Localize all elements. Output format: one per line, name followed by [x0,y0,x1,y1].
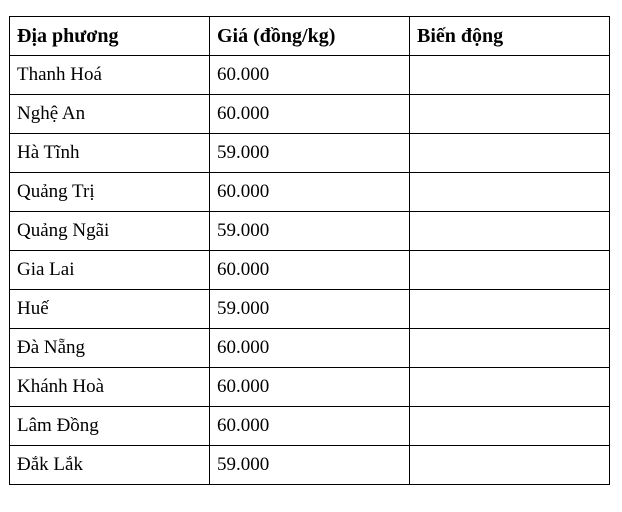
price-cell: 59.000 [210,134,410,173]
region-cell: Hà Tĩnh [10,134,210,173]
price-cell: 60.000 [210,95,410,134]
table-row [10,56,610,95]
price-cell: 60.000 [210,407,410,446]
column-header-region: Địa phương [10,17,210,56]
change-cell [410,56,610,95]
region-cell: Nghệ An [10,95,210,134]
change-cell [410,173,610,212]
region-cell: Đắk Lắk [10,446,210,485]
price-cell: 60.000 [210,251,410,290]
table-row [10,290,610,329]
column-header-price: Giá (đồng/kg) [210,17,410,56]
region-cell: Quảng Trị [10,173,210,212]
table-row [10,329,610,368]
table-row [10,251,610,290]
region-cell: Thanh Hoá [10,56,210,95]
price-cell: 59.000 [210,212,410,251]
price-cell: 60.000 [210,329,410,368]
change-cell [410,212,610,251]
table-row [10,212,610,251]
price-cell: 60.000 [210,173,410,212]
change-cell [410,134,610,173]
table-header-row [10,17,610,56]
column-header-change: Biến động [410,17,610,56]
region-cell: Huế [10,290,210,329]
region-cell: Gia Lai [10,251,210,290]
change-cell [410,95,610,134]
change-cell [410,329,610,368]
region-cell: Đà Nẵng [10,329,210,368]
price-cell: 59.000 [210,446,410,485]
change-cell [410,446,610,485]
region-cell: Quảng Ngãi [10,212,210,251]
price-table [9,16,610,485]
change-cell [410,407,610,446]
table-row [10,173,610,212]
price-cell: 60.000 [210,56,410,95]
change-cell [410,368,610,407]
price-cell: 59.000 [210,290,410,329]
table-row [10,446,610,485]
region-cell: Lâm Đồng [10,407,210,446]
region-cell: Khánh Hoà [10,368,210,407]
table-row [10,134,610,173]
table-row [10,407,610,446]
change-cell [410,290,610,329]
change-cell [410,251,610,290]
table-row [10,368,610,407]
table-row [10,95,610,134]
price-cell: 60.000 [210,368,410,407]
